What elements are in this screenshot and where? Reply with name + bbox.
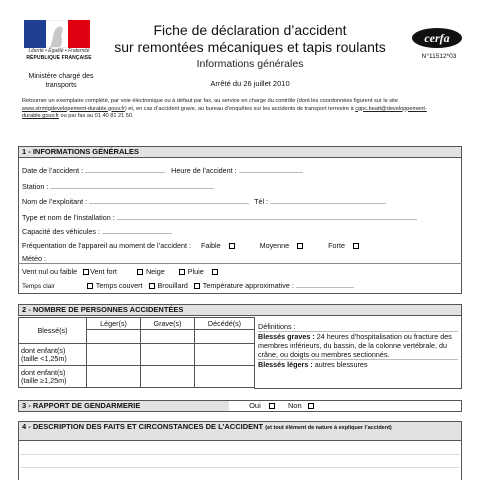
installation-row <box>22 213 417 222</box>
description-box[interactable] <box>18 441 462 480</box>
republique-francaise-logo <box>24 20 90 48</box>
flag-white-stripe <box>46 20 68 48</box>
email-link[interactable]: cgpc.beatt@developpement-durable.gouv.fr <box>22 105 427 119</box>
definitions <box>258 322 458 369</box>
temps-clair-label: Temps clair <box>22 283 55 290</box>
forte-checkbox[interactable] <box>353 243 359 249</box>
description-line <box>20 454 460 455</box>
exploitant-label: Nom de l’exploitant : <box>22 197 88 206</box>
col-graves: Grave(s) <box>141 318 195 330</box>
cell-enfant-large-decedes[interactable] <box>195 366 255 388</box>
ministry-label: Ministère chargé des transports <box>28 73 94 89</box>
form-title-line2: sur remontées mécaniques et tapis roulants <box>114 39 386 55</box>
installation-label: Type et nom de l’installation : <box>22 213 115 222</box>
meteo-row2 <box>22 281 354 290</box>
marianne-icon <box>46 21 68 49</box>
brouillard-checkbox[interactable] <box>194 283 200 289</box>
description-line <box>20 467 460 468</box>
neige-label: Neige <box>145 267 165 276</box>
enfant-large-label: dont enfant(s) (taille ≥1,25m) <box>19 366 87 388</box>
tel-field[interactable] <box>270 198 386 204</box>
cell-blesses-graves[interactable] <box>141 330 195 344</box>
heure-field[interactable] <box>239 167 303 173</box>
temps-couvert-label: Temps couvert <box>95 281 143 290</box>
arrete-date: Arrêté du 26 juillet 2010 <box>210 79 290 88</box>
cell-enfant-large-legers[interactable] <box>87 366 141 388</box>
cell-blesses-decedes[interactable] <box>195 330 255 344</box>
vent-fort-checkbox[interactable] <box>137 269 143 275</box>
persons-table <box>18 317 255 388</box>
form-title-line1: Fiche de déclaration d’accident <box>153 22 347 38</box>
capacite-field[interactable] <box>102 228 172 234</box>
date-field[interactable] <box>85 167 165 173</box>
intro-text: Retourner un exemplaire complété, par voie électronique ou à défaut par fax, au service en charge du contrôle (dont les coordonnées figurent sur le site www.strmtgdevelopement-durable.gouv.fr) et, en cas d’accident grave, au bureau d’enquêtes sur les accidents de transport terrestre à cgpc.beatt@developpement-durable.gouv.fr ou par fax au 01 40 81 21 50. <box>22 98 427 119</box>
vent-faible-label: Vent nul ou faible <box>22 267 78 276</box>
brouillard-label: Brouillard <box>157 281 188 290</box>
capacite-row <box>22 227 172 236</box>
section3-bar <box>18 400 462 412</box>
oui-checkbox[interactable] <box>269 403 275 409</box>
cell-enfant-large-graves[interactable] <box>141 366 195 388</box>
station-field[interactable] <box>50 183 214 189</box>
pluie-checkbox[interactable] <box>212 269 218 275</box>
vent-faible-checkbox[interactable] <box>83 269 89 275</box>
faible-checkbox[interactable] <box>229 243 235 249</box>
graves-definition: Blessés graves : 24 heures d’hospitalisation ou fracture des membres inférieurs, du bassin, de la colonne vertébrale, du crâne, ou doigts ou membres sectionnés. <box>258 332 458 360</box>
site-link[interactable]: www.strmtgdevelopement-durable.gouv.fr <box>22 105 125 112</box>
meteo-row1 <box>22 267 219 276</box>
oui-label: Oui <box>249 401 261 410</box>
definitions-title: Définitions : <box>258 322 458 332</box>
col-legers: Léger(s) <box>87 318 141 330</box>
section4-heading: 4 - DESCRIPTION DES FAITS ET CIRCONSTANCES DE L’ACCIDENT (et tout élément de nature à expliquer l’accident) <box>18 421 462 441</box>
faible-label: Faible <box>201 241 221 250</box>
capacite-label: Capacité des véhicules : <box>22 227 100 236</box>
exploitant-field[interactable] <box>89 198 249 204</box>
cell-blesses-legers[interactable] <box>87 330 141 344</box>
date-label: Date de l’accident : <box>22 166 84 175</box>
exploitant-row <box>22 197 386 206</box>
forte-label: Forte <box>328 241 345 250</box>
cell-enfant-small-graves[interactable] <box>141 344 195 366</box>
frequentation-row <box>22 241 360 250</box>
cerfa-number: N°11512*03 <box>421 53 457 60</box>
station-row <box>22 182 214 191</box>
section1-heading: 1 - INFORMATIONS GÉNÉRALES <box>18 146 462 158</box>
vent-fort-label: Vent fort <box>90 267 117 276</box>
enfant-small-label: dont enfant(s) (taille <1,25m) <box>19 344 87 366</box>
moyenne-checkbox[interactable] <box>297 243 303 249</box>
cerfa-logo: cerfa <box>412 28 462 48</box>
section2-heading: 2 - NOMBRE DE PERSONNES ACCIDENTÉES <box>18 304 462 316</box>
blesses-label: Blessé(s) <box>19 318 87 344</box>
date-row <box>22 166 303 175</box>
non-checkbox[interactable] <box>308 403 314 409</box>
col-decedes: Décédé(s) <box>195 318 255 330</box>
frequentation-label: Fréquentation de l’appareil au moment de l’accident : <box>22 241 192 250</box>
cell-enfant-small-decedes[interactable] <box>195 344 255 366</box>
neige-checkbox[interactable] <box>179 269 185 275</box>
non-label: Non <box>287 401 302 410</box>
section3-heading: 3 - RAPPORT DE GENDARMERIE <box>19 401 229 411</box>
pluie-label: Pluie <box>187 267 204 276</box>
temperature-label: Température approximative : <box>202 281 294 290</box>
cell-enfant-small-legers[interactable] <box>87 344 141 366</box>
moyenne-label: Moyenne <box>259 241 290 250</box>
form-subtitle: Informations générales <box>196 58 304 70</box>
meteo-divider <box>18 263 462 264</box>
flag-blue-stripe <box>24 20 46 48</box>
temperature-field[interactable] <box>296 282 354 288</box>
republic-motto: Liberté • Égalité • Fraternité <box>28 48 90 54</box>
legers-definition: Blessés légers : autres blessures <box>258 360 368 369</box>
heure-label: Heure de l’accident : <box>171 166 237 175</box>
meteo-label: Météo : <box>22 254 46 263</box>
tel-label: Tél : <box>254 197 269 206</box>
temps-clair-checkbox[interactable] <box>87 283 93 289</box>
flag-red-stripe <box>68 20 90 48</box>
republic-name: RÉPUBLIQUE FRANÇAISE <box>26 55 92 61</box>
temps-couvert-checkbox[interactable] <box>149 283 155 289</box>
station-label: Station : <box>22 182 49 191</box>
installation-field[interactable] <box>117 214 417 220</box>
